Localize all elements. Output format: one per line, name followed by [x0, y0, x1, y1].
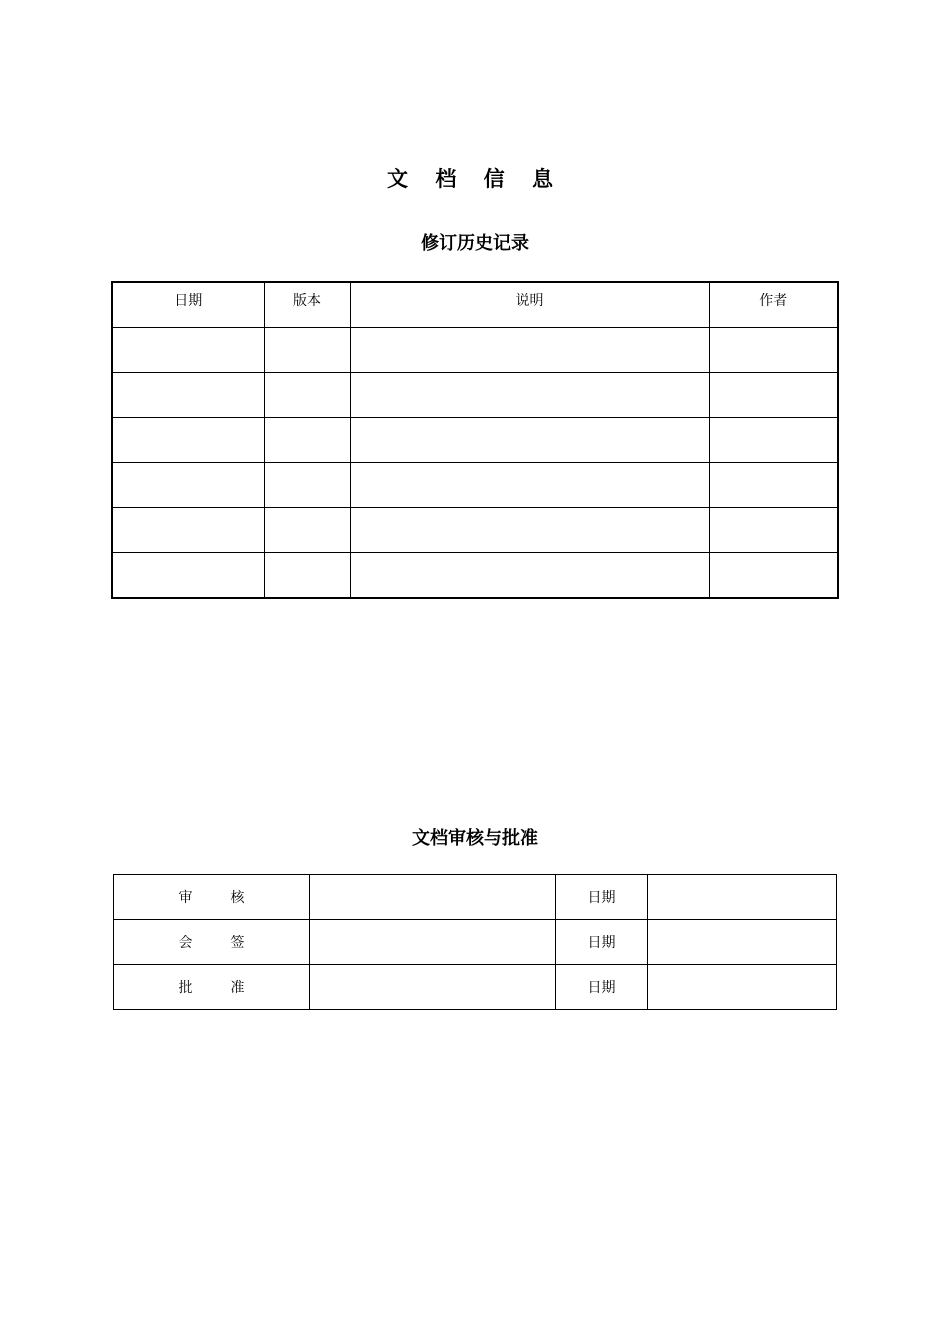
approval-row-countersign — [114, 920, 837, 965]
author-cell[interactable] — [709, 553, 838, 599]
date-cell[interactable] — [112, 373, 264, 418]
date-cell[interactable] — [112, 418, 264, 463]
signer-cell[interactable] — [310, 920, 556, 965]
column-header-date: 日期 — [112, 282, 264, 328]
table-row — [112, 508, 838, 553]
approval-row-approve — [114, 965, 837, 1010]
author-cell[interactable] — [709, 508, 838, 553]
signer-cell[interactable] — [310, 875, 556, 920]
approval-row-review — [114, 875, 837, 920]
approval-title: 文档审核与批准 — [412, 828, 538, 849]
table-row — [112, 328, 838, 373]
date-cell[interactable] — [112, 328, 264, 373]
description-cell[interactable] — [350, 328, 709, 373]
description-cell[interactable] — [350, 553, 709, 599]
table-header-row — [112, 282, 838, 328]
role-label: 会 签 — [178, 935, 245, 951]
date-cell[interactable] — [112, 508, 264, 553]
version-cell[interactable] — [264, 418, 350, 463]
table-row — [112, 463, 838, 508]
table-row — [112, 418, 838, 463]
revision-history-table — [111, 281, 839, 599]
description-cell[interactable] — [350, 463, 709, 508]
version-cell[interactable] — [264, 373, 350, 418]
description-cell[interactable] — [350, 373, 709, 418]
author-cell[interactable] — [709, 463, 838, 508]
role-label: 审 核 — [178, 890, 245, 906]
table-row — [112, 553, 838, 599]
signer-cell[interactable] — [310, 965, 556, 1010]
description-cell[interactable] — [350, 418, 709, 463]
author-cell[interactable] — [709, 328, 838, 373]
role-label: 批 准 — [178, 980, 245, 996]
role-label-cell — [114, 920, 310, 965]
date-cell[interactable] — [648, 875, 837, 920]
table-row — [112, 373, 838, 418]
description-cell[interactable] — [350, 508, 709, 553]
date-cell[interactable] — [648, 965, 837, 1010]
version-cell[interactable] — [264, 508, 350, 553]
date-cell[interactable] — [112, 553, 264, 599]
version-cell[interactable] — [264, 553, 350, 599]
revision-history-title: 修订历史记录 — [421, 233, 529, 254]
date-cell[interactable] — [648, 920, 837, 965]
version-cell[interactable] — [264, 463, 350, 508]
role-label-cell — [114, 875, 310, 920]
role-label-cell — [114, 965, 310, 1010]
document-title: 文 档 信 息 — [387, 167, 563, 191]
date-label: 日期 — [556, 875, 648, 920]
author-cell[interactable] — [709, 418, 838, 463]
column-header-description: 说明 — [350, 282, 709, 328]
approval-table — [113, 874, 837, 1010]
date-cell[interactable] — [112, 463, 264, 508]
author-cell[interactable] — [709, 373, 838, 418]
date-label: 日期 — [556, 920, 648, 965]
date-label: 日期 — [556, 965, 648, 1010]
column-header-version: 版本 — [264, 282, 350, 328]
version-cell[interactable] — [264, 328, 350, 373]
column-header-author: 作者 — [709, 282, 838, 328]
